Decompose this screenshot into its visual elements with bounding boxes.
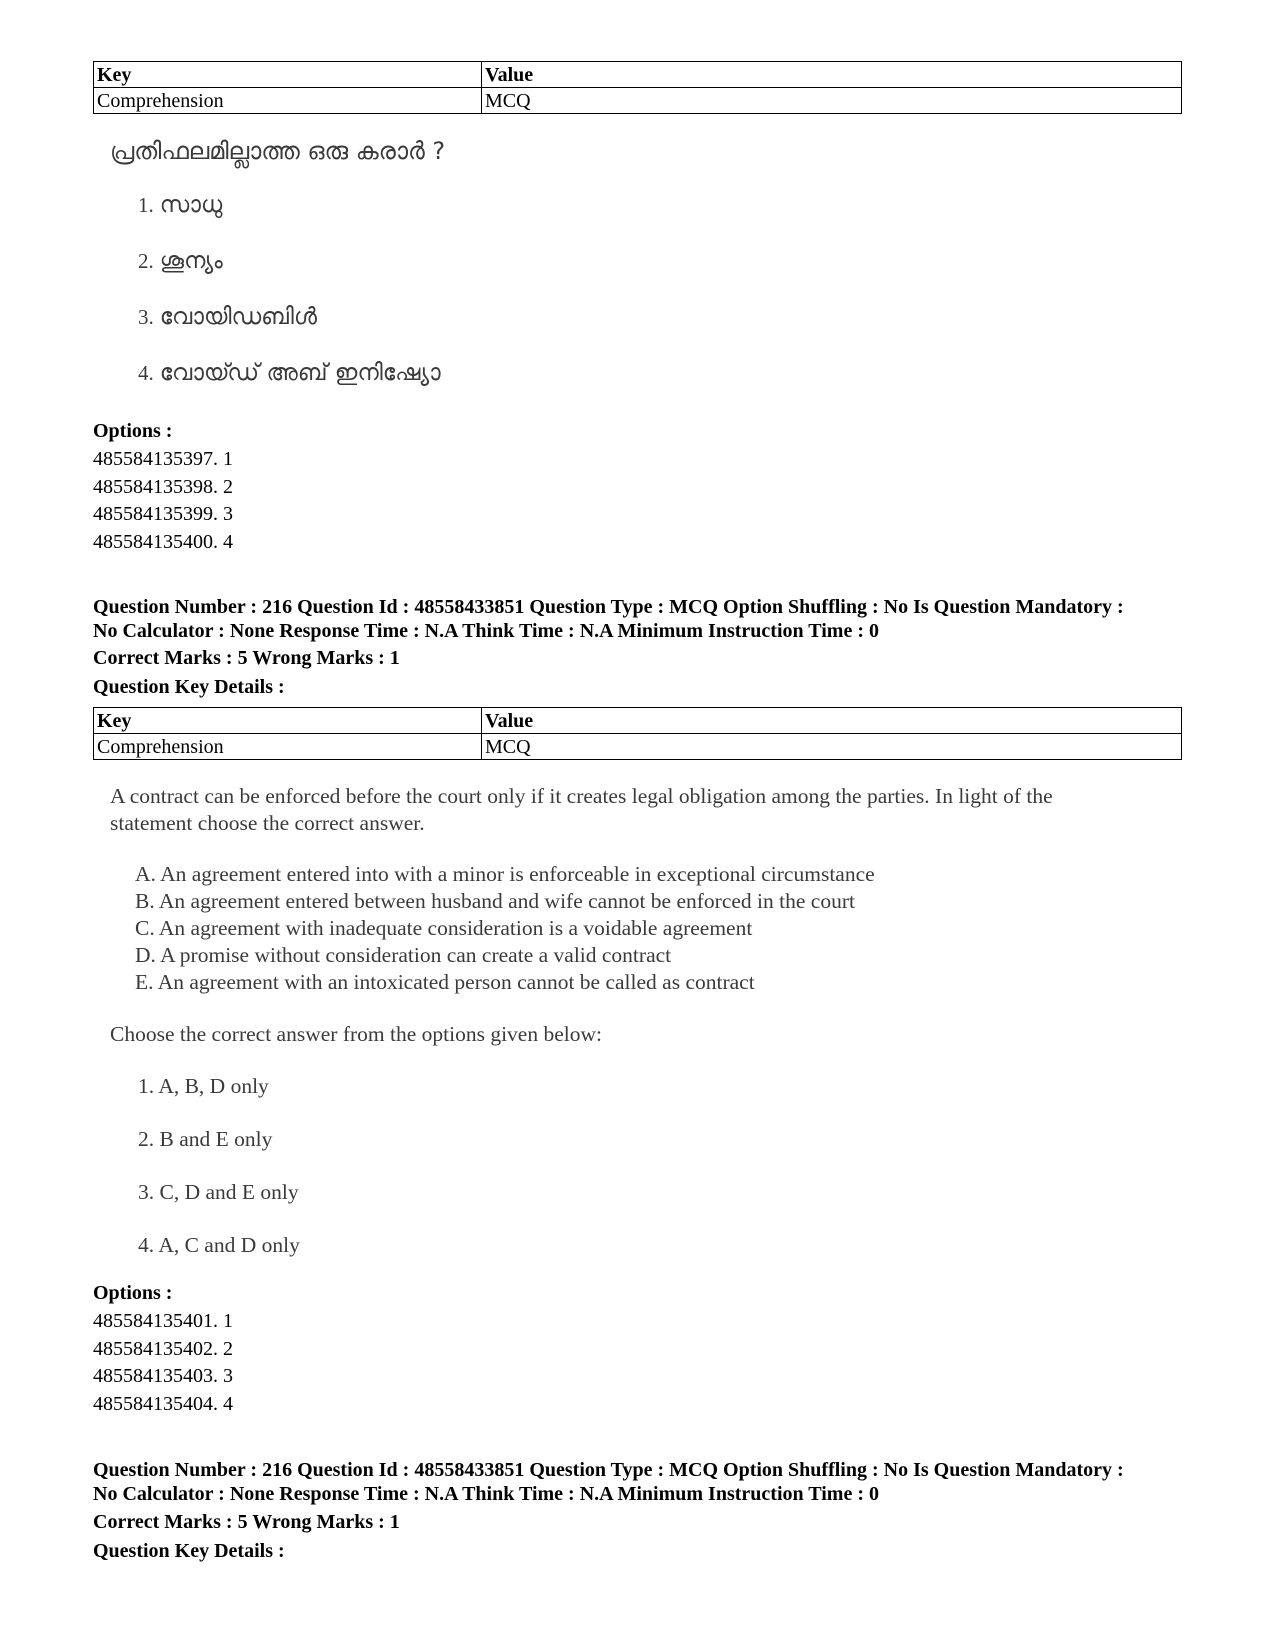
question-key-table xyxy=(93,707,1182,760)
statement-item: B. An agreement entered between husband and wife cannot be enforced in the court xyxy=(135,889,855,913)
question-meta-line: Question Number : 216 Question Id : 48558433851 Question Type : MCQ Option Shuffling : No Is Question Mandatory : xyxy=(93,596,1124,618)
option-id-line: 485584135400. 4 xyxy=(93,531,233,553)
question-meta-line: Question Number : 216 Question Id : 48558433851 Question Type : MCQ Option Shuffling : No Is Question Mandatory : xyxy=(93,1459,1124,1481)
question-key-table xyxy=(93,61,1182,114)
table-header-key: Key xyxy=(94,708,482,734)
table-row xyxy=(94,88,1182,114)
question-meta-line: No Calculator : None Response Time : N.A Think Time : N.A Minimum Instruction Time : 0 xyxy=(93,1483,879,1505)
table-cell-key: Comprehension xyxy=(94,734,482,760)
question-choice xyxy=(138,360,441,386)
question-choice: 3. C, D and E only xyxy=(138,1180,299,1204)
option-id-line: 485584135402. 2 xyxy=(93,1338,233,1360)
table-cell-key: Comprehension xyxy=(94,88,482,114)
choice-text: വോയ്ഡ് അബ് ഇനിഷ്യോ xyxy=(159,360,441,386)
choice-number: 2. xyxy=(138,249,154,273)
table-header-row xyxy=(94,708,1182,734)
options-heading: Options : xyxy=(93,420,173,442)
statement-line: A contract can be enforced before the court only if it creates legal obligation among the parties. In light of the xyxy=(110,784,1053,808)
statement-item: C. An agreement with inadequate consideration is a voidable agreement xyxy=(135,916,753,940)
statement-item: D. A promise without consideration can create a valid contract xyxy=(135,943,672,967)
choice-text: ശൂന്യം xyxy=(159,248,223,274)
question-statement xyxy=(110,783,1190,837)
question-choice: 1. A, B, D only xyxy=(138,1074,269,1098)
choice-number: 1. xyxy=(138,193,154,217)
choice-number: 3. xyxy=(138,305,154,329)
table-cell-value: MCQ xyxy=(482,734,1182,760)
option-id-line: 485584135403. 3 xyxy=(93,1365,233,1387)
choice-text: സാധു xyxy=(159,192,223,218)
table-header-row xyxy=(94,62,1182,88)
option-id-line: 485584135401. 1 xyxy=(93,1310,233,1332)
choice-text: വോയിഡബിൾ xyxy=(159,304,317,330)
option-id-line: 485584135397. 1 xyxy=(93,448,233,470)
question-key-details-label: Question Key Details : xyxy=(93,676,285,698)
question-choice xyxy=(138,192,222,218)
question-choice: 2. B and E only xyxy=(138,1127,273,1151)
table-header-value: Value xyxy=(482,708,1182,734)
table-row xyxy=(94,734,1182,760)
question-marks: Correct Marks : 5 Wrong Marks : 1 xyxy=(93,647,400,669)
options-heading: Options : xyxy=(93,1282,173,1304)
question-choice xyxy=(138,304,317,330)
table-cell-value: MCQ xyxy=(482,88,1182,114)
choose-prompt: Choose the correct answer from the options given below: xyxy=(110,1022,602,1046)
table-header-key: Key xyxy=(94,62,482,88)
question-meta-line: No Calculator : None Response Time : N.A Think Time : N.A Minimum Instruction Time : 0 xyxy=(93,620,879,642)
statement-line: statement choose the correct answer. xyxy=(110,811,425,835)
statement-item: A. An agreement entered into with a minor is enforceable in exceptional circumstance xyxy=(135,862,875,886)
question-text: പ്രതിഫലമില്ലാത്ത ഒരു കരാർ ? xyxy=(110,137,446,165)
question-choice: 4. A, C and D only xyxy=(138,1233,300,1257)
option-id-line: 485584135404. 4 xyxy=(93,1393,233,1415)
statement-item: E. An agreement with an intoxicated person cannot be called as contract xyxy=(135,970,755,994)
table-header-value: Value xyxy=(482,62,1182,88)
choice-number: 4. xyxy=(138,361,154,385)
option-id-line: 485584135398. 2 xyxy=(93,476,233,498)
question-key-details-label: Question Key Details : xyxy=(93,1540,285,1562)
question-marks: Correct Marks : 5 Wrong Marks : 1 xyxy=(93,1511,400,1533)
option-id-line: 485584135399. 3 xyxy=(93,503,233,525)
question-choice xyxy=(138,248,223,274)
